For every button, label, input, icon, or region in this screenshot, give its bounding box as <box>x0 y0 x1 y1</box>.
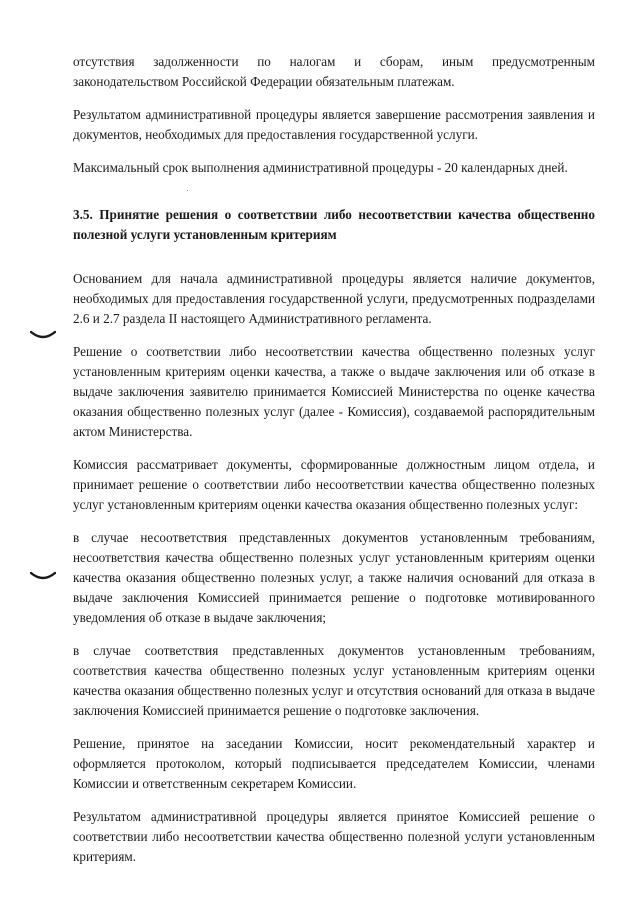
paragraph-protocol: Решение, принятое на заседании Комиссии, носит рекомендательный характер и оформляется протоколом, который подписывается председателем Комиссии, членами Комиссии и ответственным секретарем Комиссии. <box>73 736 595 791</box>
document-page <box>73 52 595 880</box>
margin-scan-mark <box>30 330 56 340</box>
paragraph-result-decision: Результатом административной процедуры является принятое Комиссией решение о соответствии либо несоответствии качества общественно полезной услуги установленным критериям. <box>73 809 595 864</box>
paragraph-case-compliance: в случае соответствия представленных документов установленным требованиям, соответствия качества общественно полезных услуг установленным критериям оценки качества оказания общественно полезных услуг и отсутствия оснований для отказа в выдаче заключения Комиссией принимается решение о подготовке заключения. <box>73 643 595 718</box>
paragraph-commission-decision: Решение о соответствии либо несоответствии качества общественно полезных услуг установленным критериям оценки качества, а также о выдаче заключения или об отказе в выдаче заключения заявителю принимается Комиссией Министерства по оценке качества оказания общественно полезных услуг (далее - Комиссия), создаваемой распорядительным актом Министерства. <box>73 344 595 439</box>
paragraph-max-term: Максимальный срок выполнения административной процедуры - 20 календарных дней. <box>73 160 568 175</box>
scan-speck <box>187 190 188 191</box>
paragraph-result-review: Результатом административной процедуры является завершение рассмотрения заявления и документов, необходимых для предоставления государственной услуги. <box>73 107 595 142</box>
paragraph-basis: Основанием для начала административной процедуры является наличие документов, необходимых для предоставления государственной услуги, предусмотренных подразделами 2.6 и 2.7 раздела II настоящего Административного регламента. <box>73 271 595 326</box>
section-heading: 3.5. Принятие решения о соответствии либо несоответствии качества общественно полезной услуги установленным критериям <box>73 207 595 242</box>
paragraph-case-noncompliance: в случае несоответствия представленных документов установленным требованиям, несоответствия качества общественно полезных услуг установленным критериям оценки качества оказания общественно полезных услуг, а также наличия оснований для отказа в выдаче заключения Комиссией принимается решение о подготовке мотивированного уведомления об отказе в выдаче заключения; <box>73 530 595 625</box>
paragraph-tax-debt: отсутствия задолженности по налогам и сборам, иным предусмотренным законодательством Российской Федерации обязательным платежам. <box>73 54 595 89</box>
paragraph-commission-review: Комиссия рассматривает документы, сформированные должностным лицом отдела, и принимает решение о соответствии либо несоответствии качества общественно полезных услуг установленным критериям оценки качества оказания общественно полезных услуг: <box>73 457 595 512</box>
margin-scan-mark <box>30 571 56 581</box>
